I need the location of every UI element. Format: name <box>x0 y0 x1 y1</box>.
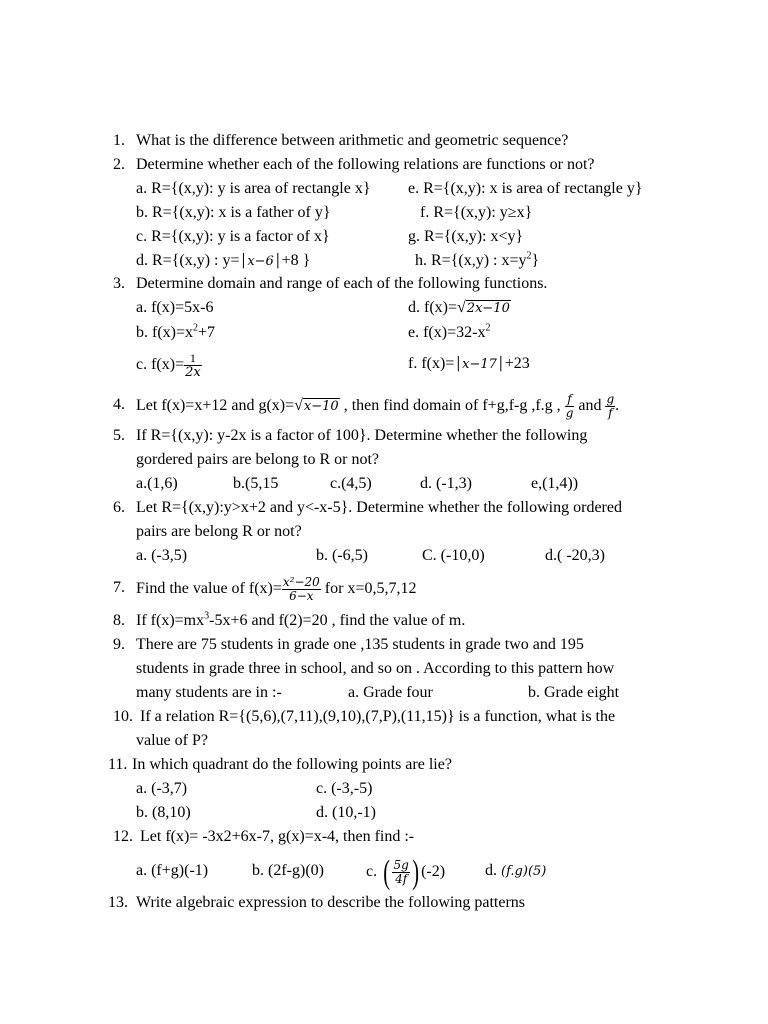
fraction <box>282 576 321 603</box>
question-number: 13. <box>108 894 128 911</box>
option-c: c.(4,5) <box>330 475 372 492</box>
question-text: Let R={(x,y):y>x+2 and y<-x-5}. Determine whether the following ordered <box>136 499 622 516</box>
option-a: a. Grade four <box>348 684 433 701</box>
option-b: b.(5,15 <box>233 475 279 492</box>
option-c-text: c. f(x)= <box>136 356 185 374</box>
option-c-label: c. <box>366 863 378 881</box>
option-b: b. R={(x,y): x is a father of y} <box>136 204 331 221</box>
question-text <box>136 609 465 633</box>
fraction-g-over-f <box>605 393 615 420</box>
option-d-text: d. R={(x,y) : y= <box>136 252 240 269</box>
question-number: 7. <box>113 579 125 596</box>
option-c: c. R={(x,y): y is a factor of x} <box>136 228 330 245</box>
question-text: Determine domain and range of each of the following functions. <box>136 275 548 292</box>
question-text-start: Let f(x)=x+12 and g(x)= <box>136 397 295 415</box>
option-c <box>366 853 446 891</box>
question-number: 10. <box>113 708 133 725</box>
option-d <box>485 859 546 884</box>
option-d-expression: (f.g)(5) <box>501 864 547 879</box>
option-h-tail: } <box>531 252 540 269</box>
option-a: a. (-3,5) <box>136 547 188 564</box>
denominator: f <box>608 406 613 420</box>
question-text: gordered pairs are belong to R or not? <box>136 451 380 468</box>
question-number: 3. <box>113 275 125 292</box>
option-f: f. R={(x,y): y≥x} <box>420 204 533 221</box>
numerator: x²−20 <box>282 575 320 589</box>
conjunction: and <box>578 397 602 415</box>
question-text: Write algebraic expression to describe the following patterns <box>136 894 525 911</box>
denominator: 6−x <box>289 589 314 603</box>
question-text-start: If f(x)=mx <box>136 612 205 629</box>
superscript: 3 <box>204 610 210 622</box>
option-b <box>136 321 215 345</box>
question-number: 5. <box>113 427 125 444</box>
abs-expression: │x−6│ <box>239 254 282 269</box>
period: . <box>615 397 620 415</box>
question-number: 12. <box>113 828 133 845</box>
option-c-tail: (-2) <box>421 863 446 881</box>
option-e-text: e. f(x)=32-x <box>408 324 486 341</box>
option-b: b. Grade eight <box>528 684 620 701</box>
option-e: e. R={(x,y): x is area of rectangle y} <box>408 180 643 197</box>
option-d: d.( -20,3) <box>545 547 605 564</box>
fraction-f-over-g <box>565 393 575 420</box>
option-f <box>408 352 530 377</box>
option-b-tail: +7 <box>198 324 216 341</box>
option-b-text: b. f(x)=x <box>136 324 194 341</box>
question-text: What is the difference between arithmetic and geometric sequence? <box>136 132 569 149</box>
option-a: a. (f+g)(-1) <box>136 862 209 879</box>
numerator: 5g <box>393 858 409 872</box>
question-number: 4. <box>113 396 125 413</box>
option-d <box>136 249 310 274</box>
denominator: g <box>565 406 574 420</box>
option-f-tail: +23 <box>504 355 530 372</box>
question-text: Let f(x)= -3x2+6x-7, g(x)=x-4, then find :- <box>140 828 415 845</box>
fraction <box>392 859 409 886</box>
superscript: 2 <box>193 322 199 334</box>
option-e: e,(1,4)) <box>531 475 579 492</box>
denominator: 4f <box>395 872 408 886</box>
question-text-middle: , then find domain of f+g,f-g ,f.g , <box>339 397 561 415</box>
question-number: 1. <box>113 132 125 149</box>
question-text: pairs are belong R or not? <box>136 523 302 540</box>
option-c: c. (-3,-5) <box>316 780 373 797</box>
question-text: Let f(x)=x+12 and g(x)=√x−10 , then find domain of f+g,f-g ,f.g , $\frac{f}{g}$ and $\frac{g}{f}$ . <box>136 392 620 420</box>
question-number: 2. <box>113 156 125 173</box>
superscript: 2 <box>526 250 532 262</box>
option-e <box>408 321 490 345</box>
option-b: b. (2f-g)(0) <box>252 862 324 879</box>
superscript: 2 <box>485 322 491 334</box>
numerator: f <box>565 393 575 407</box>
question-text: In which quadrant do the following points are lie? <box>132 756 452 773</box>
option-a: a.(1,6) <box>136 475 178 492</box>
numerator: 1 <box>184 352 202 366</box>
question-number: 9. <box>113 636 125 653</box>
question-number: 6. <box>113 499 125 516</box>
question-text: Determine whether each of the following relations are functions or not? <box>136 156 595 173</box>
option-d-label: d. <box>485 862 497 879</box>
question-text <box>136 576 416 603</box>
option-d: d. (10,-1) <box>316 804 376 821</box>
denominator: 2x <box>185 365 201 380</box>
question-text: If R={(x,y): y-2x is a factor of 100}. Determine whether the following <box>136 427 588 444</box>
question-text: students in grade three in school, and so on . According to this pattern how <box>136 660 615 677</box>
option-f-text: f. f(x)= <box>408 355 455 372</box>
option-c <box>136 352 202 379</box>
question-text: many students are in :- <box>136 684 282 701</box>
option-a: a. (-3,7) <box>136 780 188 797</box>
question-text: value of P? <box>136 732 208 749</box>
fraction <box>184 352 202 379</box>
option-h-text: h. R={(x,y) : x=y <box>415 252 527 269</box>
option-h <box>415 249 539 273</box>
question-text-start: Find the value of f(x)= <box>136 580 282 598</box>
option-b: b. (8,10) <box>136 804 191 821</box>
option-d-text: d. f(x)= <box>408 299 458 316</box>
option-c: C. (-10,0) <box>422 547 485 564</box>
option-d: d. (-1,3) <box>420 475 472 492</box>
left-paren: ( <box>383 853 391 891</box>
radical-expression: x−10 <box>303 399 339 415</box>
option-g: g. R={(x,y): x<y} <box>408 228 524 245</box>
option-a: a. R={(x,y): y is area of rectangle x} <box>136 180 371 197</box>
option-b: b. (-6,5) <box>316 547 368 564</box>
question-text-end: -5x+6 and f(2)=20 , find the value of m. <box>209 612 466 629</box>
radical-expression: 2x−10 <box>466 301 510 316</box>
numerator: g <box>606 392 615 406</box>
abs-expression: │x−17│ <box>454 357 505 372</box>
question-text-end: for x=0,5,7,12 <box>324 580 417 598</box>
question-number: 11. <box>108 756 128 773</box>
option-d-tail: +8 } <box>281 252 311 269</box>
question-text: There are 75 students in grade one ,135 students in grade two and 195 <box>136 636 584 653</box>
option-d: d. f(x)=√2x−10 <box>408 299 510 316</box>
question-number: 8. <box>113 612 125 629</box>
question-text: If a relation R={(5,6),(7,11),(9,10),(7,P),(11,15)} is a function, what is the <box>140 708 616 725</box>
right-paren: ) <box>412 853 419 891</box>
option-a: a. f(x)=5x-6 <box>136 299 214 316</box>
